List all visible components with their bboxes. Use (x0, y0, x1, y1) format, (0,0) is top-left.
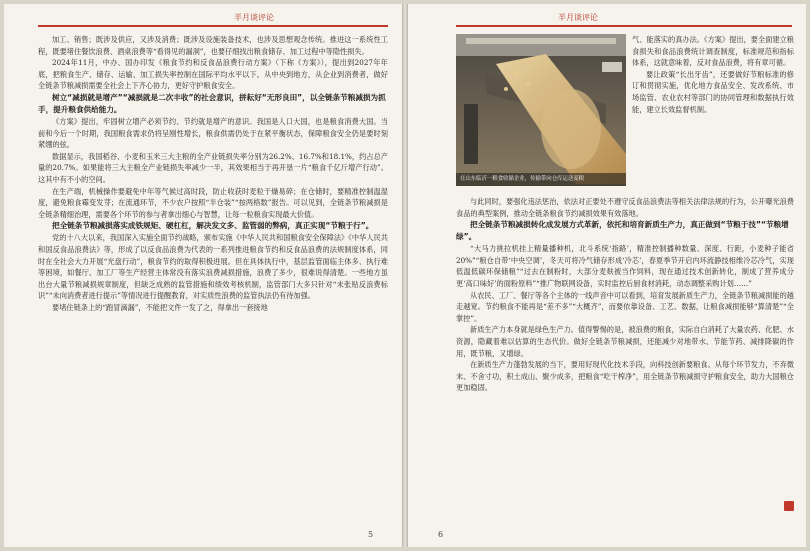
photo-illustration (456, 34, 626, 186)
end-mark-icon (784, 501, 794, 511)
left-body-text (38, 34, 388, 313)
left-page (4, 4, 402, 547)
paragraph: 从农民、工厂、餐厅等各个主体的一线声音中可以看到，培育发展新质生产力，全链条节粮减损能的越走越宽。节约粮食不能再是“差不多”“大概齐”，而要依靠设备、工艺、数据，让粮食减损能够“算清楚”“全掌控”。 (456, 290, 794, 323)
grain-conveyor-photo (456, 34, 626, 186)
paragraph: “大马力挑拉机挂上精量播种机，北斗系统‘指路’，精准控制播种数量、深度、行距，小麦种子能省20%”“粮仓自带‘中央空调’，冬天可将冷气储存形成‘冷芯’，春夏季节开启内环流静技相维冷芯冷气，实现低温低碳环保储粮”“过去在制粉时，大部分麦麸被当作饲料，现在通过技术创新转化，制成了营养成分更‘高口味好’的面粉原料”“推广物联网设备，实时监控后厨食材消耗，动态调整采购计划……” (456, 244, 794, 288)
paragraph: 数据显示，我国稻谷、小麦和玉米三大主粮的全产业链损失率分别为26.2%、16.7%和18.1%，约占总产量的20.7%。如果能将三大主粮全产业链损失率减少一半，其效果相当于再开垦一片“粮食千亿斤增产行动”。这其中有不小的空间。 (38, 151, 388, 184)
paragraph: 《方案》提出，牢固树立增产必须节约、节约就是增产的意识。我国是人口大国，也是粮食消费大国。当前和今后一个时期，我国粮食需求仍将呈刚性增长，粮食供需仍处于在紧平衡状态，保障粮食安全仍是要时刻紧绷的弦。 (38, 116, 388, 150)
paragraph: 加工、销售；既涉及供应，又涉及消费；既涉及设施装备技术，也涉及思想观念传统。推进这一系统性工程，既要堵住餐饮浪费、酒桌浪费等“看得见的漏洞”，也要仔细找出粮食储存、加工过程中等隐性损失。 (38, 35, 388, 56)
section-heading: 把全链条节粮减损落实成铁规矩、硬杠杠，解决发文多、监管弱的弊病，真正实现“节粮于行”。 (52, 221, 374, 231)
right-top-column (632, 34, 794, 115)
paragraph: 2024年11月，中办、国办印发《粮食节约和反食品浪费行动方案》（下称《方案》），提出到2027年年底，把粮食生产、储存、运输、加工损失率控制在国际平均水平以下。从中央到地方，从企业到消费者，做好全链条节粮减损需要全社会上下齐心协力，更好守护粮食安全。 (38, 58, 388, 91)
page-number: 6 (438, 530, 444, 539)
paragraph: 在新质生产力蓬勃发展的当下，要用好现代化技术手段，向科技创新要粮食。从每个环节发力，不弃微末、不舍寸功，积土成山、聚少成多，把粮食“吃干榨净”，用全链条节粮减损守护粮食安全，助力大国粮仓更加稳固。 (456, 360, 794, 393)
section-heading: 把全链条节粮减损转化成发展方式革新，依托和培育新质生产力，真正做到“节粮于技”“节粮增绿”。 (456, 220, 789, 242)
right-page (408, 4, 806, 547)
header-rule (456, 25, 792, 27)
right-body-text (456, 196, 794, 394)
running-header: 半月谈评论 (234, 13, 274, 22)
header-rule (38, 25, 388, 27)
paragraph: 要让政策“长出牙齿”，还要做好节粮标准的修订和贯彻实施，优化地方食品安全、发改系统、市场监管、农业农村等部门的协同管理和数据执行效能，建立长效监督机制。 (632, 69, 794, 114)
paragraph: 新质生产力本身就是绿色生产力。值得警惕的是，被浪费的粮食，实际自白消耗了大量农药、化肥、水资源，隐藏着难以估算的生态代价。做好全链条节粮减损，还能减少对地带水、节能节药、减排降碳的作用，既节粮，又增绿。 (456, 325, 794, 358)
paragraph: 在生产端，机械操作要避免中年等气候过高时段，防止收获时麦粒干燥易碎；在仓储时，要精准控制温湿度，避免粮食霉变发芽；在流通环节，不少农户按照“半仓装”“按两格数”报告。可以见到，全链条节粮减损是全链条精细治理，需要各个环节的参与者拿出细心与智慧，让每一粒粮食实现最大价值。 (38, 186, 388, 219)
photo-caption: 在山东临沂一粮食收储企业，传输带向仓库运送麦粮 (456, 173, 626, 186)
running-header: 半月谈评论 (558, 13, 598, 22)
page-number: 5 (368, 530, 374, 539)
paragraph: 党的十八大以来，我国深入实施全面节约战略，颁布实施《中华人民共和国粮食安全保障法》《中华人民共和国反食品浪费法》等，形成了以反食品浪费为代表的一系列推进粮食节约和反食品浪费的法规制度体系，同时在全社会大力开展“光盘行动”，粮食节约的取得积极进展。但在具体执行中，基层监管面临主体多、执行难等困境，如餐厅、加工厂等生产经营主体常没有落实浪费减损措施，浪费了多少，很难说得清楚。一些地方虽出台大量节粮减损规章制度，但缺乏成熟的监管措施和绩效考核机制，监管部门大多只针对“未张贴反浪费标识”“未向消费者进行提示”等情况进行提醒教育，对实质性浪费的监管执法仍有待加强。 (38, 233, 388, 301)
paragraph: 与此同时，要强化违法惩治，依法对正要处不遵守反食品浪费法等相关法律法规的行为，公开曝光浪费食品的典型案例，推动全链条粮食节约减损效果有效落地。 (456, 197, 794, 218)
paragraph: 要堵住链条上的“跑冒滴漏”，不能把文件一发了之，得拿出一套接地 (52, 302, 268, 312)
section-heading: 树立“减损就是增产”“减损就是二次丰收”的社会意识，拼耘好“无形良田”，以全链条节粮减损为抓手，提升粮食供给能力。 (38, 92, 386, 114)
paragraph: 气、能落实的真办法。《方案》提出，要全面建立粮食损失和食品浪费统计调查制度，标准规范和指标体系，这就意味着，反对食品浪费，将有章可循。 (632, 35, 794, 68)
